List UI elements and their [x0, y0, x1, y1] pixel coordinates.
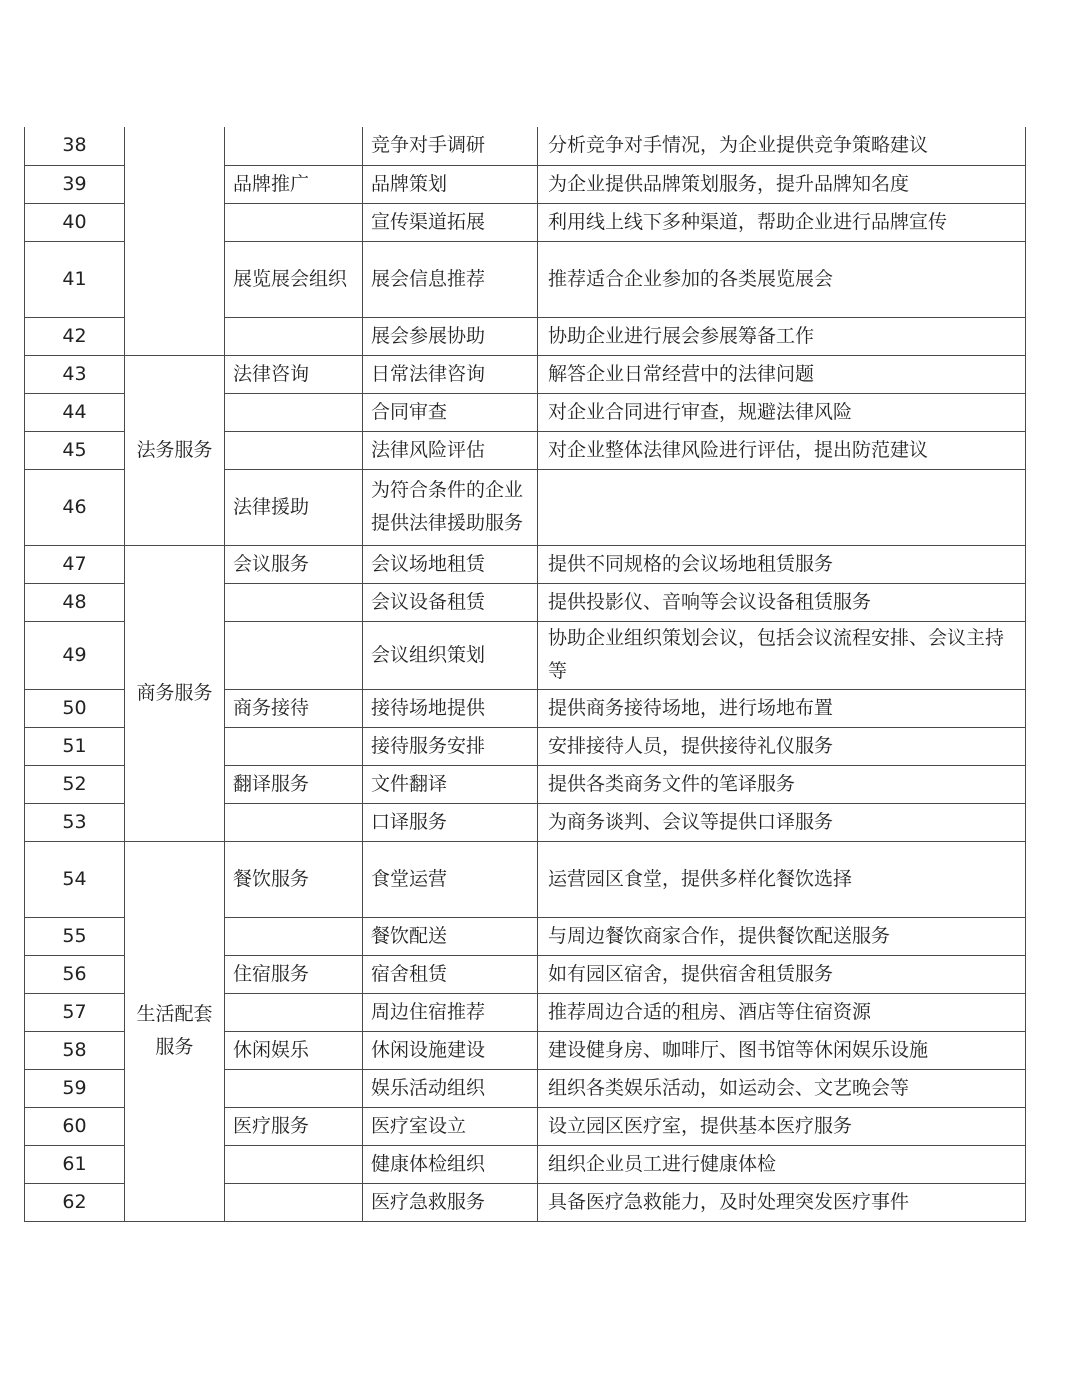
item-cell: 品牌策划 [363, 165, 538, 203]
row-number: 55 [25, 917, 125, 955]
description-cell: 安排接待人员，提供接待礼仪服务 [538, 727, 1026, 765]
description-cell: 推荐适合企业参加的各类展览展会 [538, 241, 1026, 317]
row-number: 53 [25, 803, 125, 841]
item-cell: 餐饮配送 [363, 917, 538, 955]
table-row [25, 127, 1026, 165]
item-cell: 休闲设施建设 [363, 1031, 538, 1069]
item-cell: 日常法律咨询 [363, 355, 538, 393]
row-number: 47 [25, 545, 125, 583]
row-number: 59 [25, 1069, 125, 1107]
row-number: 46 [25, 469, 125, 545]
item-cell: 展会参展协助 [363, 317, 538, 355]
description-cell: 提供各类商务文件的笔译服务 [538, 765, 1026, 803]
row-number: 40 [25, 203, 125, 241]
item-cell: 接待服务安排 [363, 727, 538, 765]
service-table [24, 127, 1026, 1222]
row-number: 60 [25, 1107, 125, 1145]
table-row [25, 355, 1026, 393]
description-cell: 设立园区医疗室，提供基本医疗服务 [538, 1107, 1026, 1145]
subcategory-cell [225, 127, 363, 165]
subcategory-cell [225, 1069, 363, 1107]
subcategory-cell: 餐饮服务 [225, 841, 363, 917]
subcategory-cell [225, 621, 363, 689]
item-cell: 法律风险评估 [363, 431, 538, 469]
item-cell: 医疗急救服务 [363, 1183, 538, 1221]
category-cell-blank [125, 127, 225, 355]
row-number: 44 [25, 393, 125, 431]
description-cell: 协助企业进行展会参展筹备工作 [538, 317, 1026, 355]
row-number: 49 [25, 621, 125, 689]
row-number: 54 [25, 841, 125, 917]
item-cell: 食堂运营 [363, 841, 538, 917]
row-number: 38 [25, 127, 125, 165]
description-cell: 解答企业日常经营中的法律问题 [538, 355, 1026, 393]
subcategory-cell [225, 203, 363, 241]
subcategory-cell: 会议服务 [225, 545, 363, 583]
item-cell: 文件翻译 [363, 765, 538, 803]
subcategory-cell: 休闲娱乐 [225, 1031, 363, 1069]
subcategory-cell [225, 803, 363, 841]
description-cell: 分析竞争对手情况，为企业提供竞争策略建议 [538, 127, 1026, 165]
description-cell: 具备医疗急救能力，及时处理突发医疗事件 [538, 1183, 1026, 1221]
row-number: 45 [25, 431, 125, 469]
item-cell: 展会信息推荐 [363, 241, 538, 317]
description-cell [538, 469, 1026, 545]
row-number: 57 [25, 993, 125, 1031]
subcategory-cell [225, 917, 363, 955]
description-cell: 如有园区宿舍，提供宿舍租赁服务 [538, 955, 1026, 993]
description-cell: 对企业整体法律风险进行评估，提出防范建议 [538, 431, 1026, 469]
item-cell: 口译服务 [363, 803, 538, 841]
category-cell: 生活配套服务 [125, 841, 225, 1221]
item-cell: 健康体检组织 [363, 1145, 538, 1183]
table-row [25, 545, 1026, 583]
item-cell: 合同审查 [363, 393, 538, 431]
description-cell: 建设健身房、咖啡厅、图书馆等休闲娱乐设施 [538, 1031, 1026, 1069]
row-number: 39 [25, 165, 125, 203]
category-cell: 商务服务 [125, 545, 225, 841]
item-cell: 接待场地提供 [363, 689, 538, 727]
item-cell: 会议场地租赁 [363, 545, 538, 583]
item-cell: 为符合条件的企业提供法律援助服务 [363, 469, 538, 545]
row-number: 61 [25, 1145, 125, 1183]
table-row [25, 841, 1026, 917]
row-number: 52 [25, 765, 125, 803]
subcategory-cell [225, 317, 363, 355]
row-number: 56 [25, 955, 125, 993]
subcategory-cell [225, 393, 363, 431]
row-number: 50 [25, 689, 125, 727]
description-cell: 运营园区食堂，提供多样化餐饮选择 [538, 841, 1026, 917]
subcategory-cell: 法律咨询 [225, 355, 363, 393]
item-cell: 宿舍租赁 [363, 955, 538, 993]
description-cell: 提供商务接待场地，进行场地布置 [538, 689, 1026, 727]
description-cell: 推荐周边合适的租房、酒店等住宿资源 [538, 993, 1026, 1031]
description-cell: 组织各类娱乐活动，如运动会、文艺晚会等 [538, 1069, 1026, 1107]
row-number: 42 [25, 317, 125, 355]
subcategory-cell [225, 431, 363, 469]
description-cell: 组织企业员工进行健康体检 [538, 1145, 1026, 1183]
description-cell: 对企业合同进行审查，规避法律风险 [538, 393, 1026, 431]
row-number: 51 [25, 727, 125, 765]
subcategory-cell: 法律援助 [225, 469, 363, 545]
subcategory-cell: 住宿服务 [225, 955, 363, 993]
row-number: 62 [25, 1183, 125, 1221]
row-number: 41 [25, 241, 125, 317]
subcategory-cell [225, 727, 363, 765]
category-cell: 法务服务 [125, 355, 225, 545]
description-cell: 为企业提供品牌策划服务，提升品牌知名度 [538, 165, 1026, 203]
description-cell: 与周边餐饮商家合作，提供餐饮配送服务 [538, 917, 1026, 955]
item-cell: 娱乐活动组织 [363, 1069, 538, 1107]
description-cell: 为商务谈判、会议等提供口译服务 [538, 803, 1026, 841]
description-cell: 提供不同规格的会议场地租赁服务 [538, 545, 1026, 583]
subcategory-cell [225, 1183, 363, 1221]
item-cell: 宣传渠道拓展 [363, 203, 538, 241]
subcategory-cell [225, 993, 363, 1031]
description-cell: 协助企业组织策划会议，包括会议流程安排、会议主持等 [538, 621, 1026, 689]
subcategory-cell: 商务接待 [225, 689, 363, 727]
subcategory-cell: 展览展会组织 [225, 241, 363, 317]
row-number: 43 [25, 355, 125, 393]
subcategory-cell [225, 1145, 363, 1183]
subcategory-cell: 医疗服务 [225, 1107, 363, 1145]
row-number: 48 [25, 583, 125, 621]
subcategory-cell: 翻译服务 [225, 765, 363, 803]
item-cell: 医疗室设立 [363, 1107, 538, 1145]
description-cell: 提供投影仪、音响等会议设备租赁服务 [538, 583, 1026, 621]
row-number: 58 [25, 1031, 125, 1069]
description-cell: 利用线上线下多种渠道，帮助企业进行品牌宣传 [538, 203, 1026, 241]
subcategory-cell [225, 583, 363, 621]
item-cell: 周边住宿推荐 [363, 993, 538, 1031]
item-cell: 会议设备租赁 [363, 583, 538, 621]
item-cell: 会议组织策划 [363, 621, 538, 689]
item-cell: 竞争对手调研 [363, 127, 538, 165]
subcategory-cell: 品牌推广 [225, 165, 363, 203]
